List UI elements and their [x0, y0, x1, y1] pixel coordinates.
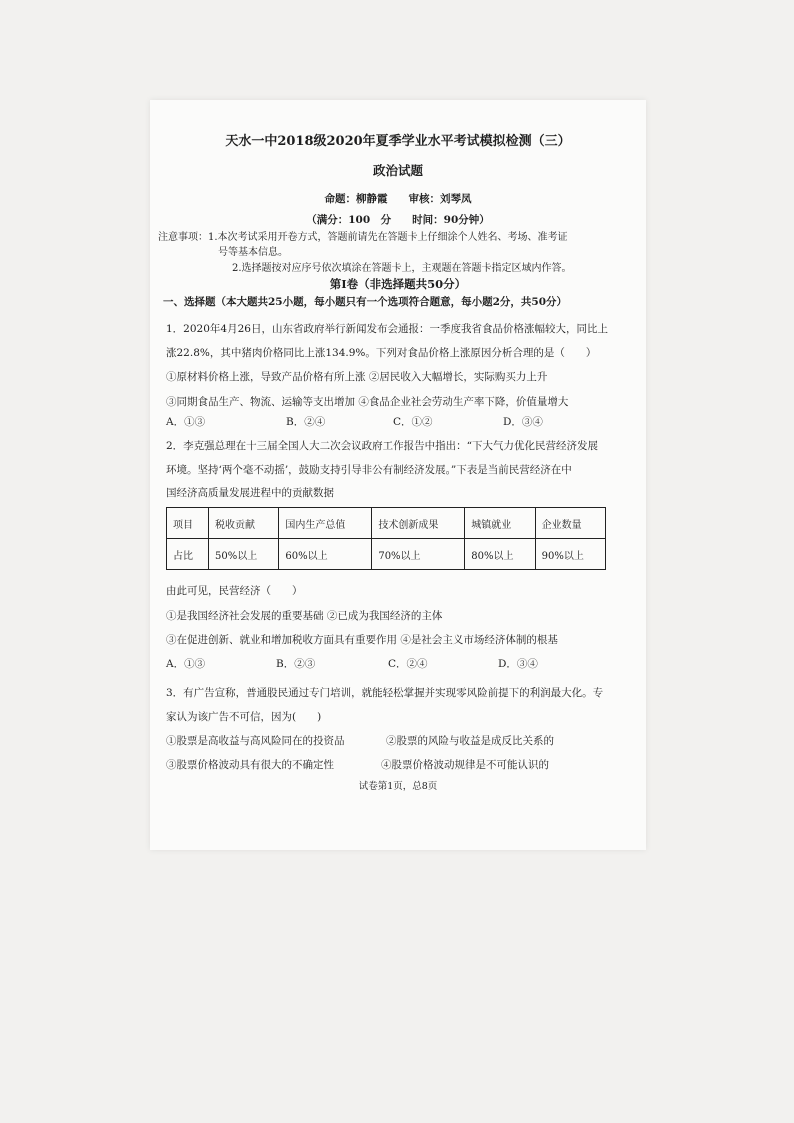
part1-heading: 第Ⅰ卷（非选择题共50分）	[329, 277, 467, 291]
table-header-cell: 项目	[167, 508, 209, 539]
q2-option-b: B．②③	[276, 658, 316, 670]
table-cell: 50%以上	[209, 539, 279, 570]
q1-option-a: A．①③	[166, 416, 206, 428]
table-cell: 90%以上	[535, 539, 605, 570]
q3-statement-1: ①股票是高收益与高风险同在的投资品	[166, 735, 345, 747]
q2-option-d: D．③④	[498, 658, 538, 670]
table-header-cell: 城镇就业	[465, 508, 535, 539]
q1-stem-line-1: 1．2020年4月26日，山东省政府举行新闻发布会通报：一季度我省食品价格涨幅较大，同比上	[166, 323, 608, 335]
table-header-row	[167, 508, 606, 539]
q2-stem-line-2: 环境。坚持‘两个毫不动摇’，鼓励支持引导非公有制经济发展。”下表是当前民营经济在中	[166, 464, 572, 476]
q2-option-a: A．①③	[166, 658, 206, 670]
page-footer: 试卷第1页，总8页	[358, 781, 438, 792]
q2-stem-line-1: 2．李克强总理在十三届全国人大二次会议政府工作报告中指出：“下大气力优化民营经济发展	[166, 440, 599, 452]
q2-statement-line-1: ①是我国经济社会发展的重要基础 ②已成为我国经济的主体	[166, 610, 443, 622]
q3-statement-2: ②股票的风险与收益是成反比关系的	[386, 735, 554, 747]
table-header-cell: 技术创新成果	[372, 508, 465, 539]
score-time-line: （满分：100 分 时间：90分钟）	[306, 214, 490, 226]
notes-line-3: 2.选择题按对应序号依次填涂在答题卡上，主观题在答题卡指定区域内作答。	[232, 263, 572, 274]
q1-statement-line-2: ③同期食品生产、物流、运输等支出增加 ④食品企业社会劳动生产率下降，价值量增大	[166, 396, 569, 408]
q2-conclusion: 由此可见，民营经济（ ）	[166, 585, 303, 597]
q3-stem-line-2: 家认为该广告不可信，因为( )	[166, 711, 322, 723]
notes-line-2: 号等基本信息。	[218, 247, 288, 258]
table-cell: 60%以上	[279, 539, 372, 570]
authors-line: 命题：柳静霞 审核：刘琴凤	[324, 193, 472, 205]
table-cell: 80%以上	[465, 539, 535, 570]
q1-option-c: C．①②	[393, 416, 433, 428]
q1-option-d: D．③④	[503, 416, 543, 428]
q2-statement-line-2: ③在促进创新、就业和增加税收方面具有重要作用 ④是社会主义市场经济体制的根基	[166, 634, 558, 646]
q1-stem-line-2: 涨22.8%，其中猪肉价格同比上涨134.9%。下列对食品价格上涨原因分析合理的是（ ）	[166, 347, 597, 359]
private-economy-table	[166, 507, 606, 570]
table-header-cell: 税收贡献	[209, 508, 279, 539]
table-row	[167, 539, 606, 570]
exam-title: 天水一中2018级2020年夏季学业水平考试模拟检测（三）	[225, 134, 571, 149]
subject-title: 政治试题	[372, 163, 423, 178]
table-cell: 70%以上	[372, 539, 465, 570]
q3-stem-line-1: 3．有广告宣称，普通股民通过专门培训，就能轻松掌握并实现零风险前提下的利润最大化。专	[166, 687, 604, 699]
table-cell: 占比	[167, 539, 209, 570]
q2-stem-line-3: 国经济高质量发展进程中的贡献数据	[166, 487, 334, 499]
table-header-cell: 国内生产总值	[279, 508, 372, 539]
q2-option-c: C．②④	[388, 658, 428, 670]
q3-statement-3: ③股票价格波动具有很大的不确定性	[166, 759, 334, 771]
q3-statement-4: ④股票价格波动规律是不可能认识的	[381, 759, 549, 771]
part1-instruction: 一、选择题（本大题共25小题，每小题只有一个选项符合题意，每小题2分，共50分）	[163, 296, 568, 308]
q1-option-b: B．②④	[286, 416, 326, 428]
notes-line-1: 注意事项：1.本次考试采用开卷方式，答题前请先在答题卡上仔细涂个人姓名、考场、准考证	[158, 232, 568, 243]
q1-statement-line-1: ①原材料价格上涨，导致产品价格有所上涨 ②居民收入大幅增长，实际购买力上升	[166, 371, 548, 383]
table-header-cell: 企业数量	[535, 508, 605, 539]
